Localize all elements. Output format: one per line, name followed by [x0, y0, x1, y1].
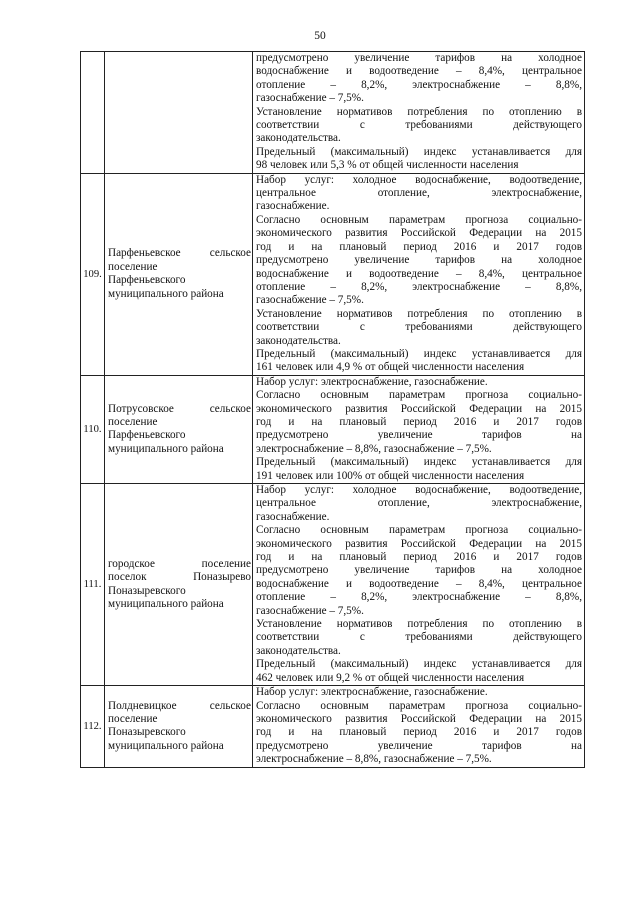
description-line: электроснабжение – 8,8%, газоснабжение – 7,5%. — [256, 753, 492, 766]
municipality-name-line: муниципального района — [108, 442, 224, 455]
description-line: соответствии с требованиями действующего — [256, 631, 582, 644]
description-line: год и на плановый период 2016 и 2017 годов — [256, 551, 582, 564]
description-line: предусмотрено увеличение тарифов на холодное — [256, 254, 582, 267]
description-line: Предельный (максимальный) индекс устанавливается для — [256, 347, 582, 360]
description-line: газоснабжение – 7,5%. — [256, 604, 364, 617]
tariff-description-cell — [253, 52, 585, 174]
description-line: экономического развития Российской Федерации на 2015 — [256, 712, 582, 725]
description-line: год и на плановый период 2016 и 2017 годов — [256, 240, 582, 253]
row-number-cell: 112. — [81, 686, 105, 767]
tariff-description-cell — [253, 173, 585, 375]
row-number-cell: 110. — [81, 375, 105, 483]
description-line: газоснабжение. — [256, 510, 330, 523]
municipality-name-line: Потрусовское сельское — [108, 402, 251, 415]
description-line: Установление нормативов потребления по отоплению в — [256, 307, 582, 320]
table-row — [81, 484, 585, 686]
municipality-name-cell — [105, 173, 253, 375]
description-line: газоснабжение – 7,5%. — [256, 294, 364, 307]
description-line: предусмотрено увеличение тарифов на холодное — [256, 52, 582, 64]
description-line: экономического развития Российской Федерации на 2015 — [256, 537, 582, 550]
description-line: Набор услуг: электроснабжение, газоснабжение. — [256, 686, 488, 699]
description-line: отопление – 8,2%, электроснабжение – 8,8%, — [256, 78, 582, 91]
description-line: соответствии с требованиями действующего — [256, 321, 582, 334]
municipality-name-cell — [105, 484, 253, 686]
description-line: законодательства. — [256, 644, 341, 657]
municipality-name-line: муниципального района — [108, 287, 224, 300]
description-line: соответствии с требованиями действующего — [256, 119, 582, 132]
table-row — [81, 52, 585, 174]
table-row — [81, 375, 585, 483]
description-line: Согласно основным параметрам прогноза социально- — [256, 389, 582, 402]
description-line: Согласно основным параметрам прогноза социально- — [256, 213, 582, 226]
municipality-name-line: Поназыревского — [108, 726, 186, 739]
description-line: Предельный (максимальный) индекс устанавливается для — [256, 658, 582, 671]
description-line: Набор услуг: холодное водоснабжение, водоотведение, — [256, 173, 582, 186]
description-line: год и на плановый период 2016 и 2017 годов — [256, 726, 582, 739]
municipality-name-line: Парфеньевского — [108, 429, 186, 442]
description-line: водоснабжение и водоотведение – 8,4%, центральное — [256, 65, 582, 78]
description-line: центральное отопление, электроснабжение, — [256, 187, 582, 200]
municipality-name-cell — [105, 52, 253, 174]
row-number-cell — [81, 52, 105, 174]
municipality-name-line: поселение — [108, 712, 158, 725]
description-line: экономического развития Российской Федерации на 2015 — [256, 402, 582, 415]
row-number-cell: 109. — [81, 173, 105, 375]
municipality-name-line: поселение — [108, 260, 158, 273]
municipality-name-line: городское поселение — [108, 557, 251, 570]
description-line: электроснабжение – 8,8%, газоснабжение – 7,5%. — [256, 442, 492, 455]
description-line: законодательства. — [256, 334, 341, 347]
description-line: газоснабжение. — [256, 200, 330, 213]
description-line: экономического развития Российской Федерации на 2015 — [256, 227, 582, 240]
description-line: центральное отопление, электроснабжение, — [256, 497, 582, 510]
municipality-name-line: поселок Поназырево — [108, 571, 251, 584]
page-number: 50 — [314, 30, 326, 42]
description-line: законодательства. — [256, 132, 341, 145]
tariff-index-table — [80, 51, 585, 768]
description-line: Набор услуг: холодное водоснабжение, водоотведение, — [256, 484, 582, 496]
municipality-name-cell — [105, 375, 253, 483]
description-line: 462 человек или 9,2 % от общей численности населения — [256, 671, 525, 684]
table-row — [81, 686, 585, 767]
description-line: отопление – 8,2%, электроснабжение – 8,8%, — [256, 591, 582, 604]
municipality-name-line: поселение — [108, 415, 158, 428]
description-line: водоснабжение и водоотведение – 8,4%, центральное — [256, 267, 582, 280]
municipality-name-line: муниципального района — [108, 597, 224, 610]
tariff-description-cell — [253, 375, 585, 483]
description-line: год и на плановый период 2016 и 2017 годов — [256, 415, 582, 428]
municipality-name-line: Полдневицкое сельское — [108, 699, 251, 712]
description-line: Согласно основным параметрам прогноза социально- — [256, 699, 582, 712]
description-line: 161 человек или 4,9 % от общей численности населения — [256, 361, 525, 374]
description-line: Предельный (максимальный) индекс устанавливается для — [256, 456, 582, 469]
description-line: Согласно основным параметрам прогноза социально- — [256, 524, 582, 537]
municipality-name-cell — [105, 686, 253, 767]
description-line: Набор услуг: электроснабжение, газоснабжение. — [256, 375, 488, 388]
description-line: 98 человек или 5,3 % от общей численности населения — [256, 159, 519, 172]
description-line: предусмотрено увеличение тарифов на холодное — [256, 564, 582, 577]
description-line: отопление – 8,2%, электроснабжение – 8,8%, — [256, 280, 582, 293]
municipality-name-line: муниципального района — [108, 739, 224, 752]
tariff-description-cell — [253, 484, 585, 686]
table-row — [81, 173, 585, 375]
municipality-name-line: Парфеньевского — [108, 274, 186, 287]
description-line: 191 человек или 100% от общей численности населения — [256, 469, 525, 482]
description-line: водоснабжение и водоотведение – 8,4%, центральное — [256, 577, 582, 590]
description-line: Установление нормативов потребления по отоплению в — [256, 618, 582, 631]
description-line: предусмотрено увеличение тарифов на — [256, 429, 582, 442]
description-line: предусмотрено увеличение тарифов на — [256, 739, 582, 752]
tariff-description-cell — [253, 686, 585, 767]
municipality-name-line: Поназыревского — [108, 584, 186, 597]
table-body — [81, 52, 585, 768]
description-line: Предельный (максимальный) индекс устанавливается для — [256, 145, 582, 158]
description-line: Установление нормативов потребления по отоплению в — [256, 105, 582, 118]
row-number-cell: 111. — [81, 484, 105, 686]
municipality-name-line: Парфеньевское сельское — [108, 247, 251, 260]
description-line: газоснабжение – 7,5%. — [256, 92, 364, 105]
